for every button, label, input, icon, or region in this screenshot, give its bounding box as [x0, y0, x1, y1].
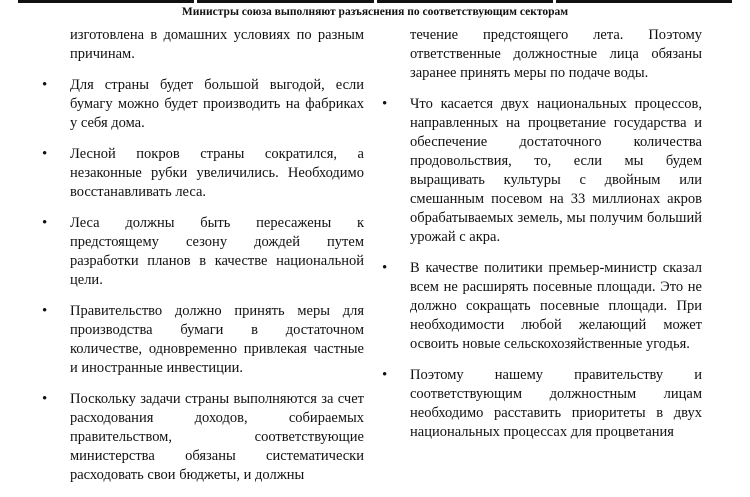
bullet-text: Леса должны быть пересажены к предстоящему сезону дождей путем разработки планов в качестве национальной цели.: [70, 215, 364, 288]
bullet-text: Лесной покров страны сократился, а незаконные рубки увеличились. Необходимо восстанавливать леса.: [70, 146, 364, 200]
bullet-text: Для страны будет большой выгодой, если бумагу можно будет производить на фабриках у себя дома.: [70, 77, 364, 131]
bullet-icon: •: [382, 96, 388, 112]
bullet-icon: •: [42, 215, 48, 231]
bullet-text: Поскольку задачи страны выполняются за счет расходования доходов, собираемых правительством, соответствующие министерства обязаны систематически расходовать свои бюджеты, и должны: [70, 391, 364, 483]
bullet-icon: •: [382, 367, 388, 383]
bullet-item: [42, 214, 364, 290]
header-rule: [18, 0, 732, 3]
bullet-text: Поэтому нашему правительству и соответствующим должностным лицам необходимо расставить приоритеты в двух национальных процессах для процветания: [410, 367, 702, 440]
header-rule-segment: [197, 0, 373, 3]
continued-paragraph: изготовлена в домашних условиях по разным причинам.: [70, 27, 364, 62]
bullet-item: [42, 76, 364, 133]
bullet-text: В качестве политики премьер-министр сказал всем не расширять посевные площади. Это не должно сокращать посевные площади. При необходимости любой желающий может освоить новые сельскохозяйственные угодья.: [410, 260, 702, 352]
header-rule-segment: [377, 0, 553, 3]
bullet-text: Правительство должно принять меры для производства бумаги в достаточном количестве, одновременно привлекая частные и иностранные инвестиции.: [70, 303, 364, 376]
continued-paragraph: течение предстоящего лета. Поэтому ответственные должностные лица обязаны заранее принять меры по подаче воды.: [410, 27, 702, 81]
page-header: Министры союза выполняют разъяснения по соответствующим секторам: [181, 6, 569, 18]
bullet-text: Что касается двух национальных процессов, направленных на процветание государства и обеспечение достаточного количества продовольствия, то, если мы будем выращивать культуры с двойным или смешанным посевом на 33 миллионах акров обрабатываемых земель, мы получим больший урожай с акра.: [410, 96, 702, 245]
bullet-item: [382, 366, 702, 442]
bullet-icon: •: [42, 146, 48, 162]
bullet-item: [382, 95, 702, 247]
bullet-icon: •: [42, 391, 48, 407]
bullet-item: [42, 145, 364, 202]
header-rule-segment: [18, 0, 194, 3]
bullet-icon: •: [382, 260, 388, 276]
bullet-icon: •: [42, 77, 48, 93]
right-column: [382, 26, 702, 454]
left-column: [42, 26, 364, 497]
bullet-item: [382, 259, 702, 354]
bullet-icon: •: [42, 303, 48, 319]
bullet-item: [42, 390, 364, 485]
bullet-item: [42, 302, 364, 378]
header-rule-segment: [556, 0, 732, 3]
